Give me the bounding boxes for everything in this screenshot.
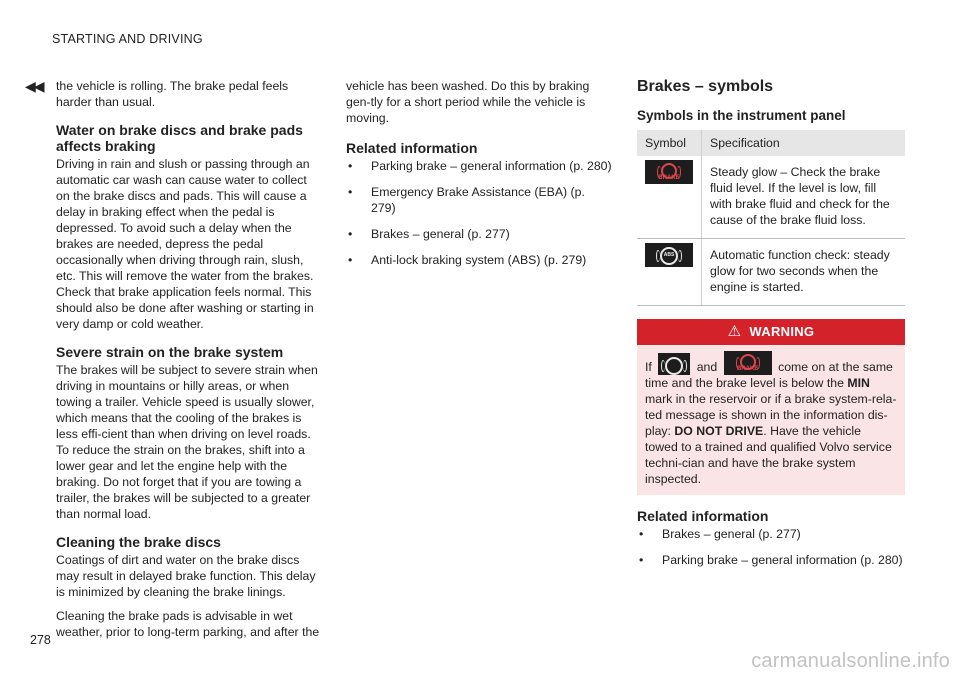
warning-header: ⚠ WARNING [637,319,905,345]
spec-text: Steady glow – Check the brake fluid level. If the level is low, fill with brake fluid and check for the cause of the brake fluid loss. [702,156,906,239]
table-row [637,156,905,239]
paragraph: Coatings of dirt and water on the brake discs may result in delayed brake function. This delay is minimized by cleaning the brake linings. [56,553,316,599]
related-link[interactable]: • Emergency Brake Assistance (EBA) (p. 279) [346,184,612,216]
column-right [637,78,905,578]
brake-warning-icon: BRAKE [645,160,693,184]
page-number: 278 [30,633,51,647]
related-links-list [637,526,905,568]
table-header-specification: Specification [702,130,906,156]
symbols-table [637,130,905,306]
related-link[interactable]: • Brakes – general (p. 277) [637,526,905,542]
continued-text: the vehicle is rolling. The brake pedal feels harder than usual. [56,79,289,109]
warning-text: If and BRAKE come on at the same time and the brake level is below the MIN mark in the reservoir or if a brake system-rela-ted message is shown in the information dis-play: DO NOT DRIVE. Have the vehicle towed to a trained and qualified Volvo service techni-cian and have the brake system inspected. [637,345,905,495]
warning-box [637,319,905,495]
continued-text: vehicle has been washed. Do this by braking gen-tly for a short period while the vehicle is moving. [346,79,590,125]
do-not-drive: DO NOT DRIVE [674,424,764,438]
min-mark: MIN [847,376,870,390]
related-information-heading: Related information [637,508,769,524]
column-middle [346,78,612,278]
warning-triangle-icon: ⚠ [727,323,742,340]
related-link[interactable]: • Anti-lock braking system (ABS) (p. 279) [346,252,612,268]
heading-severe-strain: Severe strain on the brake system [56,344,284,360]
related-link[interactable]: • Parking brake – general information (p. 280) [637,552,905,568]
table-row [637,239,905,306]
brake-warning-icon: BRAKE [724,351,772,375]
table-header-symbol: Symbol [637,130,702,156]
paragraph: Driving in rain and slush or passing through an automatic car wash can cause water to collect on the brake discs and pads. This will cause a delay in braking effect when the pedal is depressed. To avoid such a delay when the brakes are needed, depress the pedal occasionally when driving through rain, slush, etc. This will remove the water from the brakes. Check that brake application feels normal. This should also be done after washing or starting in very damp or cold weather. [56,157,314,331]
related-links-list [346,158,612,268]
heading-water-on-brakes: Water on brake discs and brake pads affects braking [56,122,303,154]
column-left [56,78,322,648]
spec-text: Automatic function check: steady glow for two seconds when the engine is started. [702,239,906,306]
section-subtitle: Symbols in the instrument panel [637,108,846,123]
abs-icon: ABS [645,243,693,267]
watermark: carmanualsonline.info [751,650,950,672]
paragraph: Cleaning the brake pads is advisable in wet weather, prior to long-term parking, and after the [56,609,320,639]
related-link[interactable]: • Brakes – general (p. 277) [346,226,612,242]
heading-cleaning-discs: Cleaning the brake discs [56,534,221,550]
related-information-heading: Related information [346,140,478,156]
back-arrows-icon[interactable]: ◀◀ [25,78,43,94]
related-information [637,508,905,568]
related-link[interactable]: • Parking brake – general information (p. 280) [346,158,612,174]
paragraph: The brakes will be subject to severe strain when driving in mountains or hilly areas, or when towing a trailer. Vehicle speed is usually slower, which means that the cooling of the brakes is less effi-cient than when driving on level roads. To reduce the strain on the brakes, shift into a lower gear and let the engine help with the braking. Do not forget that if you are towing a trailer, the brakes will be subjected to a greater than normal load. [56,363,318,521]
section-header: STARTING AND DRIVING [52,32,203,46]
section-title: Brakes – symbols [637,78,774,95]
abs-icon [658,353,690,375]
